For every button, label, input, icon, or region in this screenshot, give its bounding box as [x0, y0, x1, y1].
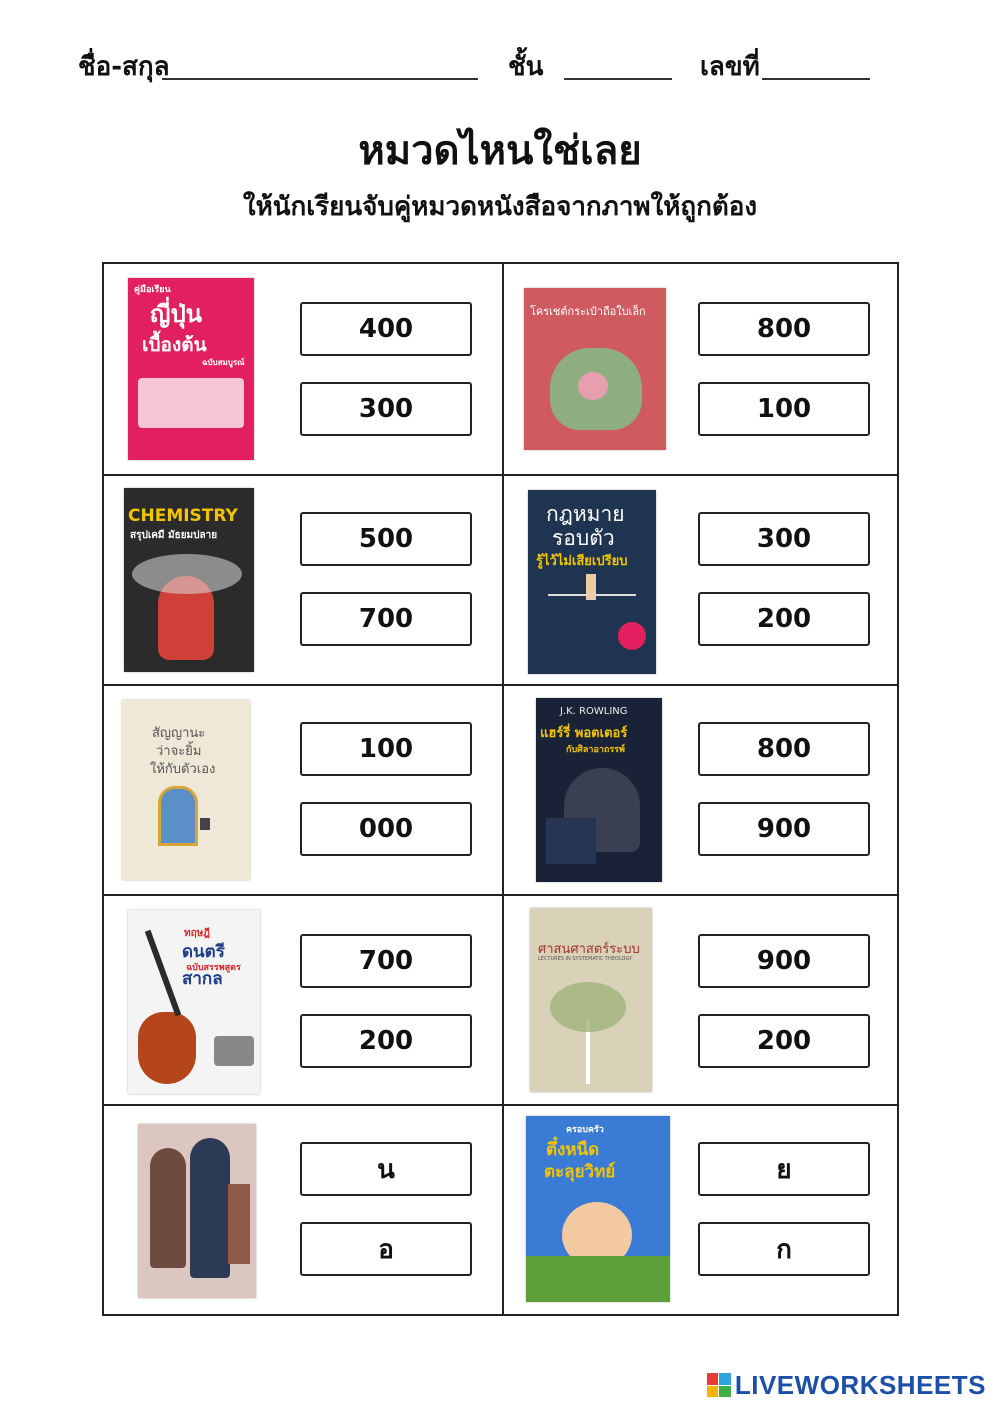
answer-option[interactable]: 000 [300, 802, 472, 856]
answer-option[interactable]: ก [698, 1222, 870, 1276]
book-cell-novel [104, 1104, 502, 1314]
class-label: ชั้น [508, 52, 544, 82]
book-cover-chemistry: CHEMISTRY สรุปเคมี มัธยมปลาย [124, 488, 254, 672]
name-label: ชื่อ-สกุล [78, 52, 170, 82]
book-cover-japanese: คู่มือเรียน ญี่ปุ่น เบื้องต้น ฉบับสมบูรณ์ [128, 278, 254, 460]
logo-square [707, 1373, 719, 1385]
answer-option[interactable]: 200 [698, 1014, 870, 1068]
logo-icon [707, 1373, 731, 1397]
answer-option[interactable]: 700 [300, 934, 472, 988]
book-cell-music [104, 894, 502, 1104]
book-cell-theology [502, 894, 900, 1104]
answer-option[interactable]: 900 [698, 802, 870, 856]
book-cover-law: กฎหมาย รอบตัว รู้ไว้ไม่เสียเปรียบ [528, 490, 656, 674]
answer-option[interactable]: 900 [698, 934, 870, 988]
answer-option[interactable]: น [300, 1142, 472, 1196]
book-cover-theology: ศาสนศาสตร์ระบบ LECTURES IN SYSTEMATIC THEOLOGY [530, 908, 652, 1092]
answer-option[interactable]: อ [300, 1222, 472, 1276]
book-cover-selfhelp: สัญญานะ ว่าจะยิ้ม ให้กับตัวเอง [122, 700, 250, 880]
book-cover-comic: ครอบครัว ตึ๋งหนืด ตะลุยวิทย์ [526, 1116, 670, 1302]
logo-square [719, 1386, 731, 1398]
name-field[interactable] [162, 78, 478, 80]
class-field[interactable] [564, 78, 672, 80]
answer-option[interactable]: 100 [698, 382, 870, 436]
book-cell-chemistry [104, 474, 502, 684]
answer-option[interactable]: 300 [300, 382, 472, 436]
brand-name: LIVEWORKSHEETS [734, 1369, 986, 1400]
answer-option[interactable]: 800 [698, 722, 870, 776]
book-cell-law [502, 474, 900, 684]
worksheet-title: หมวดไหนใช่เลย [358, 128, 642, 174]
book-cell-japanese [104, 264, 502, 474]
liveworksheets-logo [707, 1368, 986, 1402]
answer-option[interactable]: 300 [698, 512, 870, 566]
number-label: เลขที่ [700, 52, 760, 82]
answer-option[interactable]: 100 [300, 722, 472, 776]
book-cover-crochet: โครเชต์กระเป๋าถือใบเล็ก [524, 288, 666, 450]
answer-option[interactable]: 200 [300, 1014, 472, 1068]
logo-square [707, 1386, 719, 1398]
book-cell-comic [502, 1104, 900, 1314]
answer-option[interactable]: 200 [698, 592, 870, 646]
answer-option[interactable]: 800 [698, 302, 870, 356]
worksheet-instructions: ให้นักเรียนจับคู่หมวดหนังสือจากภาพให้ถูกต้อง [242, 192, 758, 222]
answer-option[interactable]: 500 [300, 512, 472, 566]
book-cover-music: ทฤษฎี ดนตรีสากล ฉบับสรรพสูตร [128, 910, 260, 1094]
matching-grid [102, 262, 899, 1316]
logo-square [719, 1373, 731, 1385]
student-info-header [0, 40, 1000, 90]
answer-option[interactable]: ย [698, 1142, 870, 1196]
book-cell-harry-potter [502, 684, 900, 894]
book-cell-selfhelp [104, 684, 502, 894]
book-cover-harry-potter: J.K. ROWLING แฮร์รี่ พอตเตอร์ กับศิลาอาถรรพ์ [536, 698, 662, 882]
book-cell-crochet [502, 264, 900, 474]
answer-option[interactable]: 700 [300, 592, 472, 646]
book-cover-novel [138, 1124, 256, 1298]
number-field[interactable] [762, 78, 870, 80]
answer-option[interactable]: 400 [300, 302, 472, 356]
